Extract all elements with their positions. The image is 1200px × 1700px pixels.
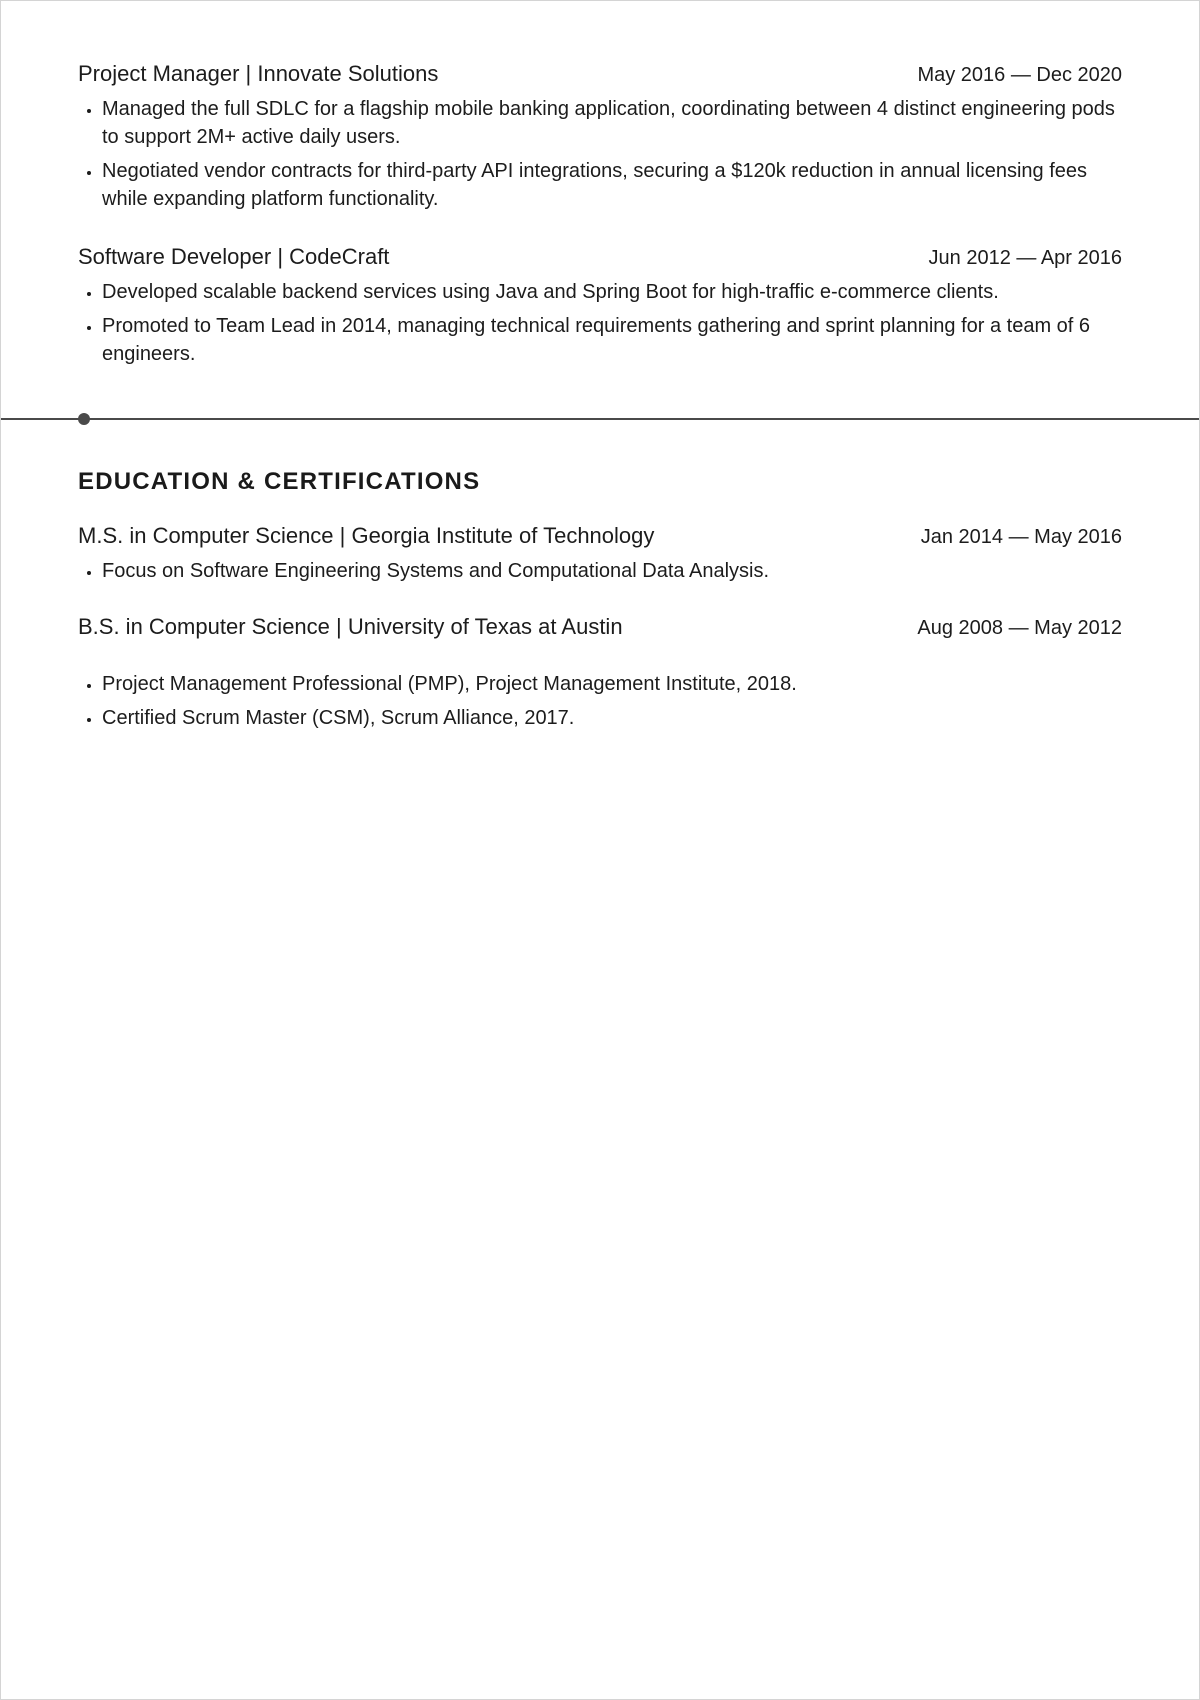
job-bullets xyxy=(78,95,1122,213)
certification-item: • Project Management Professional (PMP), Project Management Institute, 2018. xyxy=(102,670,1122,698)
degree-bullet: • Focus on Software Engineering Systems and Computational Data Analysis. xyxy=(102,557,1122,585)
education-entry xyxy=(78,523,1122,591)
job-title: Project Manager | Innovate Solutions xyxy=(78,61,439,86)
section-divider xyxy=(1,418,1199,420)
degree-date: Jan 2014 — May 2016 xyxy=(920,526,1122,548)
entry-header xyxy=(78,523,1122,549)
entry-header xyxy=(78,244,1122,270)
education-section xyxy=(78,468,1122,496)
entry-header xyxy=(78,61,1122,87)
job-bullet: • Managed the full SDLC for a flagship mobile banking application, coordinating between 4 distinct engineering pods to support 2M+ active daily users. xyxy=(102,95,1122,151)
certification-item: • Certified Scrum Master (CSM), Scrum Alliance, 2017. xyxy=(102,704,1122,732)
education-entry xyxy=(78,614,1122,640)
degree-bullets xyxy=(78,557,1122,585)
job-title: Software Developer | CodeCraft xyxy=(78,244,390,269)
degree-date: Aug 2008 — May 2012 xyxy=(917,617,1122,639)
experience-entry xyxy=(78,244,1122,374)
certification-list xyxy=(78,670,1122,732)
job-bullet: • Developed scalable backend services using Java and Spring Boot for high-traffic e-commerce clients. xyxy=(102,278,1122,306)
job-bullet: • Promoted to Team Lead in 2014, managing technical requirements gathering and sprint planning for a team of 6 engineers. xyxy=(102,312,1122,368)
job-date: Jun 2012 — Apr 2016 xyxy=(928,247,1122,269)
certifications xyxy=(78,662,1122,738)
job-bullets xyxy=(78,278,1122,368)
job-bullet: • Negotiated vendor contracts for third-party API integrations, securing a $120k reduction in annual licensing fees while expanding platform functionality. xyxy=(102,157,1122,213)
experience-entry xyxy=(78,61,1122,219)
divider-dot-icon xyxy=(78,413,90,425)
degree-title: M.S. in Computer Science | Georgia Institute of Technology xyxy=(78,523,655,548)
degree-title: B.S. in Computer Science | University of Texas at Austin xyxy=(78,614,623,639)
job-date: May 2016 — Dec 2020 xyxy=(917,64,1122,86)
section-heading: EDUCATION & CERTIFICATIONS xyxy=(78,468,481,495)
entry-header xyxy=(78,614,1122,640)
